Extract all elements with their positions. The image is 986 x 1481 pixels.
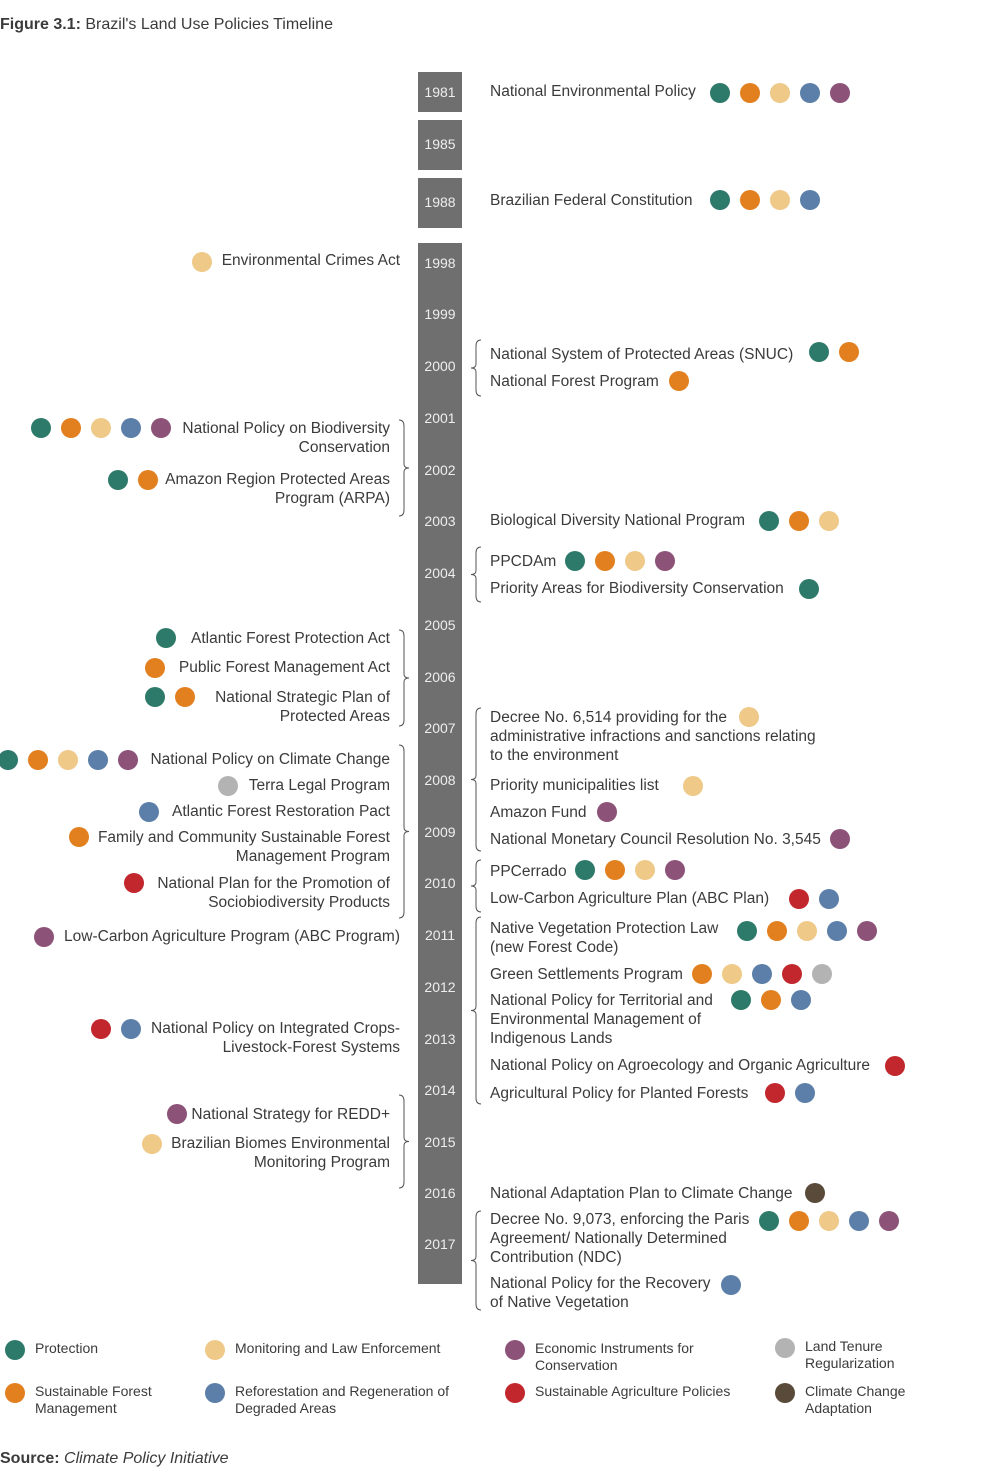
policy-name: Green Settlements Program — [490, 966, 683, 983]
category-dots — [669, 371, 689, 391]
economic-dot — [505, 1340, 525, 1360]
climate-adaptation-dot — [775, 1383, 795, 1403]
policy-entry-right — [490, 1184, 792, 1203]
category-dots — [167, 1104, 187, 1124]
economic-dot — [167, 1104, 187, 1124]
policy-name: National Strategic Plan of Protected Areas — [215, 689, 390, 725]
year-label: 1999 — [424, 306, 456, 322]
sustainable-forest-dot — [692, 964, 712, 984]
monitoring-dot — [819, 1211, 839, 1231]
year-label: 2010 — [424, 875, 456, 891]
policy-name: Decree No. 9,073, enforcing the Paris Agreement/ Nationally Determined Contribution (NDC) — [490, 1211, 750, 1266]
figure-label: Figure 3.1: — [0, 16, 81, 33]
year-label: 1985 — [424, 136, 456, 152]
reforestation-dot — [721, 1275, 741, 1295]
legend-item-reforestation — [205, 1383, 449, 1417]
category-dots — [139, 802, 159, 822]
land-tenure-dot — [775, 1338, 795, 1358]
policy-entry-left — [182, 419, 390, 457]
policy-name: PPCerrado — [490, 863, 567, 880]
monitoring-dot — [739, 707, 759, 727]
legend-item-sustainable-forest — [5, 1383, 152, 1417]
category-dots — [759, 1211, 899, 1231]
reforestation-dot — [827, 921, 847, 941]
figure-title-text: Brazil's Land Use Policies Timeline — [85, 16, 333, 33]
policy-name: National Policy on Biodiversity Conservation — [182, 420, 390, 456]
policy-entry-right — [490, 191, 692, 210]
category-dots — [759, 511, 839, 531]
reforestation-dot — [800, 83, 820, 103]
protection-dot — [737, 921, 757, 941]
category-dots — [145, 658, 165, 678]
protection-dot — [731, 990, 751, 1010]
legend-label: Protection — [35, 1340, 99, 1356]
policy-entry-right — [490, 1274, 711, 1312]
reforestation-dot — [791, 990, 811, 1010]
sustainable-forest-dot — [605, 860, 625, 880]
category-dots — [710, 83, 850, 103]
reforestation-dot — [88, 750, 108, 770]
monitoring-dot — [142, 1134, 162, 1154]
sust-agriculture-dot — [765, 1083, 785, 1103]
category-dots — [597, 802, 617, 822]
policy-name: National System of Protected Areas (SNUC) — [490, 346, 794, 363]
policy-name: Low-Carbon Agriculture Plan (ABC Plan) — [490, 890, 770, 907]
policy-name: Public Forest Management Act — [178, 659, 390, 676]
sustainable-forest-dot — [145, 658, 165, 678]
source-note — [0, 1450, 229, 1468]
legend-label: Reforestation and Regeneration of Degraded Areas — [235, 1383, 450, 1416]
legend-item-protection — [5, 1340, 98, 1360]
policy-name: National Policy for the Recovery of Native Vegetation — [490, 1275, 711, 1311]
policy-name: National Monetary Council Resolution No. 3,545 — [490, 831, 821, 848]
monitoring-dot — [635, 860, 655, 880]
policy-name: Environmental Crimes Act — [221, 252, 400, 269]
economic-dot — [665, 860, 685, 880]
climate-adaptation-dot — [805, 1183, 825, 1203]
reforestation-dot — [205, 1383, 225, 1403]
legend-item-sust-agriculture — [505, 1383, 730, 1403]
sust-agriculture-dot — [782, 964, 802, 984]
protection-dot — [31, 418, 51, 438]
monitoring-dot — [91, 418, 111, 438]
category-dots — [721, 1275, 741, 1295]
policy-name: Atlantic Forest Protection Act — [190, 630, 390, 647]
year-label: 2016 — [424, 1185, 456, 1201]
year-label: 1998 — [424, 255, 456, 271]
policy-entry-right — [490, 82, 696, 101]
protection-dot — [5, 1340, 25, 1360]
source-label: Source: — [0, 1450, 60, 1467]
protection-dot — [809, 342, 829, 362]
category-dots — [830, 829, 850, 849]
policy-name: Atlantic Forest Restoration Pact — [172, 803, 390, 820]
year-label: 2005 — [424, 617, 456, 633]
category-dots — [710, 190, 820, 210]
policy-entry-right — [490, 1056, 870, 1075]
economic-dot — [118, 750, 138, 770]
policy-name: National Policy on Agroecology and Organic Agriculture — [490, 1057, 870, 1074]
policy-entry-left — [171, 1134, 390, 1172]
policy-entry-right — [490, 830, 821, 849]
policy-entry-left — [191, 629, 390, 648]
reforestation-dot — [819, 889, 839, 909]
year-label: 2000 — [424, 358, 456, 374]
policy-entry-right — [490, 552, 556, 571]
category-dots — [739, 707, 759, 727]
policy-entry-right — [490, 579, 784, 598]
category-dots — [69, 827, 89, 847]
monitoring-dot — [819, 511, 839, 531]
year-label: 2015 — [424, 1134, 456, 1150]
legend-label: Land Tenure Regularization — [805, 1338, 895, 1371]
policy-entry-left — [172, 802, 390, 821]
policy-name: Brazilian Biomes Environmental Monitoring Program — [171, 1135, 390, 1171]
policy-name: Family and Community Sustainable Forest Management Program — [97, 829, 390, 865]
policy-name: National Adaptation Plan to Climate Change — [490, 1185, 793, 1202]
policy-entry-right — [490, 708, 816, 765]
policy-entry-left — [157, 874, 390, 912]
policy-entry-left — [165, 470, 390, 508]
year-label: 2017 — [424, 1236, 456, 1252]
year-label: 1988 — [424, 194, 456, 210]
sust-agriculture-dot — [505, 1383, 525, 1403]
category-dots — [575, 860, 685, 880]
policy-entry-right — [490, 776, 659, 795]
category-dots — [805, 1183, 825, 1203]
legend-label: Sustainable Agriculture Policies — [535, 1383, 731, 1399]
policy-name: National Plan for the Promotion of Sociobiodiversity Products — [157, 875, 390, 911]
policy-name: Native Vegetation Protection Law (new Forest Code) — [490, 920, 719, 956]
legend-item-monitoring — [205, 1340, 440, 1360]
protection-dot — [759, 1211, 779, 1231]
policy-entry-right — [490, 803, 587, 822]
policy-entry-left — [151, 1019, 400, 1057]
land-tenure-dot — [812, 964, 832, 984]
sustainable-forest-dot — [740, 83, 760, 103]
policy-name: Priority Areas for Biodiversity Conservation — [490, 580, 784, 597]
category-dots — [0, 750, 138, 770]
category-dots — [765, 1083, 815, 1103]
economic-dot — [597, 802, 617, 822]
protection-dot — [156, 628, 176, 648]
policy-entry-left — [179, 658, 390, 677]
category-dots — [31, 418, 171, 438]
reforestation-dot — [139, 802, 159, 822]
monitoring-dot — [58, 750, 78, 770]
policy-entry-left — [215, 688, 390, 726]
policy-entry-right — [490, 889, 769, 908]
policy-name: Amazon Fund — [490, 804, 587, 821]
reforestation-dot — [795, 1083, 815, 1103]
category-dots — [108, 470, 158, 490]
year-label: 2011 — [424, 927, 456, 943]
monitoring-dot — [797, 921, 817, 941]
sustainable-forest-dot — [61, 418, 81, 438]
policy-name: National Strategy for REDD+ — [191, 1106, 390, 1123]
policy-name: Priority municipalities list — [490, 777, 659, 794]
monitoring-dot — [205, 1340, 225, 1360]
protection-dot — [710, 83, 730, 103]
policy-name: National Environmental Policy — [490, 83, 696, 100]
category-dots — [885, 1056, 905, 1076]
year-label: 2003 — [424, 513, 456, 529]
year-label: 2001 — [424, 410, 456, 426]
policy-entry-right — [490, 919, 718, 957]
legend-item-land-tenure — [775, 1338, 895, 1372]
timeline-bar-segment — [418, 243, 462, 1284]
sustainable-forest-dot — [5, 1383, 25, 1403]
reforestation-dot — [800, 190, 820, 210]
policy-name: Terra Legal Program — [248, 777, 390, 794]
policy-name: Low-Carbon Agriculture Program (ABC Program) — [64, 928, 400, 945]
policy-entry-right — [490, 1084, 748, 1103]
policy-name: Amazon Region Protected Areas Program (ARPA) — [165, 471, 390, 507]
sust-agriculture-dot — [789, 889, 809, 909]
policy-entry-right — [490, 1210, 749, 1267]
policy-name: Biological Diversity National Program — [490, 512, 745, 529]
category-dots — [218, 776, 238, 796]
legend-label: Economic Instruments for Conservation — [535, 1340, 694, 1373]
monitoring-dot — [683, 776, 703, 796]
monitoring-dot — [625, 551, 645, 571]
policy-entry-right — [490, 345, 793, 364]
year-label: 2006 — [424, 669, 456, 685]
reforestation-dot — [121, 1019, 141, 1039]
legend-label: Sustainable Forest Management — [35, 1383, 152, 1416]
policy-entry-left — [191, 1105, 390, 1124]
legend-label: Climate Change Adaptation — [805, 1383, 906, 1416]
year-label: 2002 — [424, 462, 456, 478]
protection-dot — [565, 551, 585, 571]
category-dots — [192, 252, 212, 272]
economic-dot — [830, 829, 850, 849]
monitoring-dot — [722, 964, 742, 984]
category-dots — [145, 687, 195, 707]
reforestation-dot — [752, 964, 772, 984]
sustainable-forest-dot — [69, 827, 89, 847]
policy-name: PPCDAm — [490, 553, 557, 570]
sustainable-forest-dot — [767, 921, 787, 941]
year-label: 2013 — [424, 1031, 456, 1047]
monitoring-dot — [770, 83, 790, 103]
year-label: 2007 — [424, 720, 456, 736]
category-dots — [789, 889, 839, 909]
policy-name: National Policy on Climate Change — [150, 751, 390, 768]
protection-dot — [108, 470, 128, 490]
policy-entry-right — [490, 965, 683, 984]
sustainable-forest-dot — [740, 190, 760, 210]
year-label: 2008 — [424, 772, 456, 788]
economic-dot — [34, 927, 54, 947]
year-label: 1981 — [424, 84, 456, 100]
policy-entry-right — [490, 372, 659, 391]
category-dots — [34, 927, 54, 947]
category-dots — [799, 579, 819, 599]
category-dots — [565, 551, 675, 571]
sustainable-forest-dot — [789, 511, 809, 531]
policy-entry-left — [249, 776, 390, 795]
legend-label: Monitoring and Law Enforcement — [235, 1340, 441, 1356]
legend-item-economic — [505, 1340, 694, 1374]
sustainable-forest-dot — [839, 342, 859, 362]
protection-dot — [0, 750, 18, 770]
policy-entry-right — [490, 862, 567, 881]
monitoring-dot — [770, 190, 790, 210]
economic-dot — [857, 921, 877, 941]
policy-name: National Policy on Integrated Crops- Livestock-Forest Systems — [151, 1020, 400, 1056]
sustainable-forest-dot — [138, 470, 158, 490]
protection-dot — [759, 511, 779, 531]
category-dots — [683, 776, 703, 796]
policy-entry-left — [98, 828, 390, 866]
category-dots — [692, 964, 832, 984]
protection-dot — [710, 190, 730, 210]
policy-entry-left — [222, 251, 400, 270]
reforestation-dot — [121, 418, 141, 438]
sust-agriculture-dot — [885, 1056, 905, 1076]
category-dots — [124, 873, 144, 893]
protection-dot — [575, 860, 595, 880]
land-tenure-dot — [218, 776, 238, 796]
category-dots — [809, 342, 859, 362]
category-dots — [156, 628, 176, 648]
policy-name: National Forest Program — [490, 373, 659, 390]
policy-name: National Policy for Territorial and Environmental Management of Indigenous Lands — [490, 992, 713, 1047]
sust-agriculture-dot — [124, 873, 144, 893]
policy-name: Agricultural Policy for Planted Forests — [490, 1085, 749, 1102]
year-label: 2014 — [424, 1082, 456, 1098]
economic-dot — [830, 83, 850, 103]
legend-item-climate-adaptation — [775, 1383, 905, 1417]
economic-dot — [655, 551, 675, 571]
category-dots — [737, 921, 877, 941]
policy-entry-right — [490, 991, 713, 1048]
sustainable-forest-dot — [595, 551, 615, 571]
sustainable-forest-dot — [789, 1211, 809, 1231]
category-dots — [731, 990, 811, 1010]
protection-dot — [145, 687, 165, 707]
policy-name: Decree No. 6,514 providing for the administrative infractions and sanctions relating to the environment — [490, 709, 816, 764]
sustainable-forest-dot — [761, 990, 781, 1010]
year-label: 2004 — [424, 565, 456, 581]
sust-agriculture-dot — [91, 1019, 111, 1039]
category-dots — [91, 1019, 141, 1039]
category-dots — [142, 1134, 162, 1154]
policy-entry-left — [64, 927, 400, 946]
economic-dot — [151, 418, 171, 438]
policy-entry-right — [490, 511, 745, 530]
sustainable-forest-dot — [28, 750, 48, 770]
reforestation-dot — [849, 1211, 869, 1231]
sustainable-forest-dot — [175, 687, 195, 707]
policy-entry-left — [150, 750, 390, 769]
monitoring-dot — [192, 252, 212, 272]
year-label: 2009 — [424, 824, 456, 840]
policy-name: Brazilian Federal Constitution — [490, 192, 693, 209]
year-label: 2012 — [424, 979, 456, 995]
sustainable-forest-dot — [669, 371, 689, 391]
economic-dot — [879, 1211, 899, 1231]
source-value: Climate Policy Initiative — [64, 1450, 229, 1467]
protection-dot — [799, 579, 819, 599]
